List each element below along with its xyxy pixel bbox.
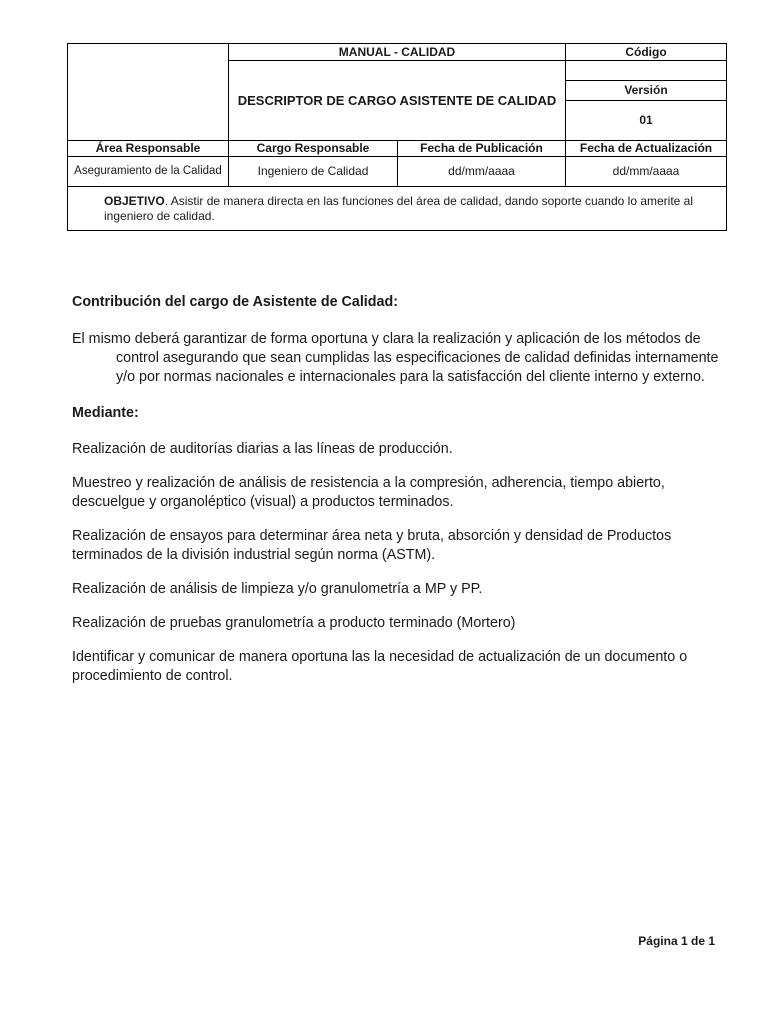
value-fecha-publicacion: dd/mm/aaaa: [398, 157, 566, 187]
col-area-responsable: Área Responsable: [68, 141, 229, 157]
mediante-heading: Mediante:: [72, 405, 139, 421]
page-number: Página 1 de 1: [638, 934, 715, 948]
document-title: DESCRIPTOR DE CARGO ASISTENTE DE CALIDAD: [229, 61, 566, 141]
list-item: Identificar y comunicar de manera oportuna las la necesidad de actualización de un documento o procedimiento de control.: [72, 649, 688, 684]
codigo-value: [566, 61, 727, 81]
body-content: [72, 293, 722, 686]
contribucion-heading: Contribución del cargo de Asistente de Calidad:: [72, 294, 398, 310]
version-value: 01: [566, 101, 727, 141]
list-item: Realización de pruebas granulometría a producto terminado (Mortero): [72, 615, 516, 631]
value-cargo-responsable: Ingeniero de Calidad: [229, 157, 398, 187]
manual-label: MANUAL - CALIDAD: [229, 44, 566, 61]
list-item: Realización de auditorías diarias a las líneas de producción.: [72, 441, 453, 457]
col-cargo-responsable: Cargo Responsable: [229, 141, 398, 157]
objetivo-label: OBJETIVO: [104, 193, 165, 208]
version-label: Versión: [566, 81, 727, 101]
value-area-responsable: Aseguramiento de la Calidad: [68, 157, 229, 187]
list-item: Realización de ensayos para determinar área neta y bruta, absorción y densidad de Productos terminados de la división industrial según norma (ASTM).: [72, 528, 672, 563]
list-item: Realización de análisis de limpieza y/o granulometría a MP y PP.: [72, 581, 483, 597]
codigo-label: Código: [566, 44, 727, 61]
value-fecha-actualizacion: dd/mm/aaaa: [566, 157, 727, 187]
logo-cell: [68, 44, 229, 141]
list-item: Muestreo y realización de análisis de resistencia a la compresión, adherencia, tiempo abierto, descuelgue y organoléptico (visual) a productos terminados.: [72, 475, 665, 510]
col-fecha-actualizacion: Fecha de Actualización: [566, 141, 727, 157]
col-fecha-publicacion: Fecha de Publicación: [398, 141, 566, 157]
objetivo-text: . Asistir de manera directa en las funciones del área de calidad, dando soporte cuando lo amerite al ingeniero de calidad.: [104, 193, 694, 223]
objetivo-cell: [68, 187, 727, 231]
contribucion-text: El mismo deberá garantizar de forma oportuna y clara la realización y aplicación de los métodos de control asegurando que sean cumplidas las especificaciones de calidad definidas internamente y/o por normas nacionales e internacionales para la satisfacción del cliente interno y externo.: [72, 331, 719, 385]
header-table: [67, 43, 727, 231]
